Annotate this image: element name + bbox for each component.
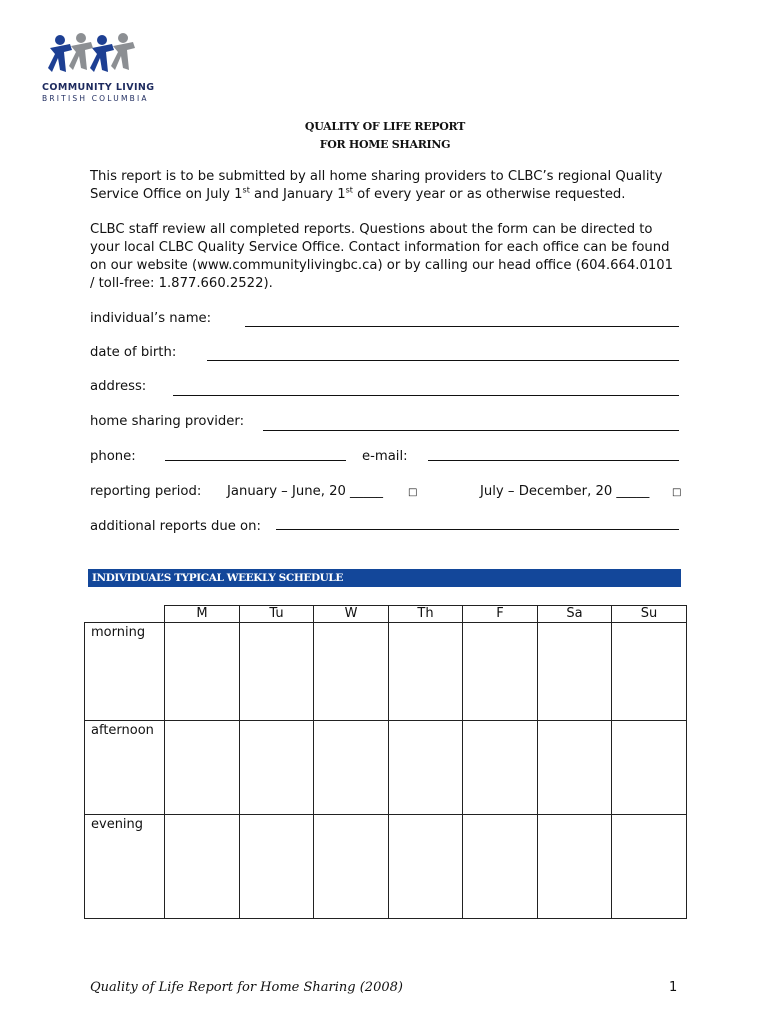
- schedule-cell[interactable]: [240, 721, 314, 815]
- footer-document-title: Quality of Life Report for Home Sharing (2008): [90, 980, 403, 995]
- period-july-december-option: July – December, 20 _____: [480, 484, 650, 499]
- schedule-cell[interactable]: [463, 623, 538, 721]
- individual-name-field[interactable]: [245, 326, 679, 327]
- schedule-cell[interactable]: [314, 623, 389, 721]
- address-label: address:: [90, 379, 147, 394]
- page-number: 1: [669, 980, 678, 995]
- logo-text-line1: COMMUNITY LIVING: [42, 82, 155, 93]
- schedule-cell[interactable]: [463, 815, 538, 919]
- report-subtitle: FOR HOME SHARING: [319, 138, 451, 151]
- community-living-logo: [46, 32, 186, 122]
- schedule-cell[interactable]: [240, 815, 314, 919]
- schedule-cell[interactable]: [538, 721, 612, 815]
- additional-reports-label: additional reports due on:: [90, 519, 261, 534]
- schedule-cell[interactable]: [389, 721, 463, 815]
- schedule-cell[interactable]: [538, 815, 612, 919]
- schedule-cell[interactable]: [612, 623, 687, 721]
- date-of-birth-field[interactable]: [207, 360, 679, 361]
- schedule-cell[interactable]: [165, 721, 240, 815]
- schedule-cell[interactable]: [165, 623, 240, 721]
- date-of-birth-label: date of birth:: [90, 345, 177, 360]
- schedule-header-row: [85, 606, 687, 623]
- email-field[interactable]: [428, 460, 679, 461]
- schedule-row-evening: [85, 815, 687, 919]
- weekly-schedule-table: [84, 605, 687, 919]
- email-label: e-mail:: [362, 449, 408, 464]
- phone-field[interactable]: [165, 460, 346, 461]
- row-label-evening: evening: [85, 815, 165, 919]
- schedule-cell[interactable]: [612, 721, 687, 815]
- intro-paragraph-2: CLBC staff review all completed reports. Questions about the form can be directed to your local CLBC Quality Service Office. Contact information for each office can be found on our website (www.communitylivingbc.ca) or by calling our head office (604.664.0101 / toll-free: 1.877.660.2522).: [90, 222, 674, 291]
- intro-paragraph-1: This report is to be submitted by all home sharing providers to CLBC’s regional Quality Service Office on July 1st and January 1st of every year or as otherwise requested.: [90, 169, 663, 202]
- day-header-tuesday: Tu: [240, 606, 314, 623]
- schedule-cell[interactable]: [165, 815, 240, 919]
- day-header-thursday: Th: [389, 606, 463, 623]
- home-sharing-provider-field[interactable]: [263, 430, 679, 431]
- schedule-cell[interactable]: [389, 623, 463, 721]
- day-header-friday: F: [463, 606, 538, 623]
- schedule-cell[interactable]: [240, 623, 314, 721]
- row-label-morning: morning: [85, 623, 165, 721]
- schedule-corner-cell: [85, 606, 165, 623]
- individual-name-label: individual’s name:: [90, 311, 212, 326]
- schedule-cell[interactable]: [314, 815, 389, 919]
- schedule-heading: INDIVIDUAL’S TYPICAL WEEKLY SCHEDULE: [92, 572, 343, 584]
- reporting-period-label: reporting period:: [90, 484, 202, 499]
- schedule-row-afternoon: [85, 721, 687, 815]
- checkbox-january-june[interactable]: □: [408, 487, 418, 498]
- phone-label: phone:: [90, 449, 136, 464]
- period-january-june-option: January – June, 20 _____: [227, 484, 384, 499]
- report-title: QUALITY OF LIFE REPORT: [304, 120, 466, 133]
- home-sharing-provider-label: home sharing provider:: [90, 414, 245, 429]
- schedule-cell[interactable]: [389, 815, 463, 919]
- schedule-cell[interactable]: [612, 815, 687, 919]
- schedule-row-morning: [85, 623, 687, 721]
- day-header-saturday: Sa: [538, 606, 612, 623]
- schedule-cell[interactable]: [463, 721, 538, 815]
- checkbox-july-december[interactable]: □: [672, 487, 682, 498]
- schedule-cell[interactable]: [314, 721, 389, 815]
- row-label-afternoon: afternoon: [85, 721, 165, 815]
- day-header-sunday: Su: [612, 606, 687, 623]
- schedule-cell[interactable]: [538, 623, 612, 721]
- additional-reports-field[interactable]: [276, 529, 679, 530]
- address-field[interactable]: [173, 395, 679, 396]
- day-header-monday: M: [165, 606, 240, 623]
- day-header-wednesday: W: [314, 606, 389, 623]
- logo-text-line2: BRITISH COLUMBIA: [42, 94, 149, 103]
